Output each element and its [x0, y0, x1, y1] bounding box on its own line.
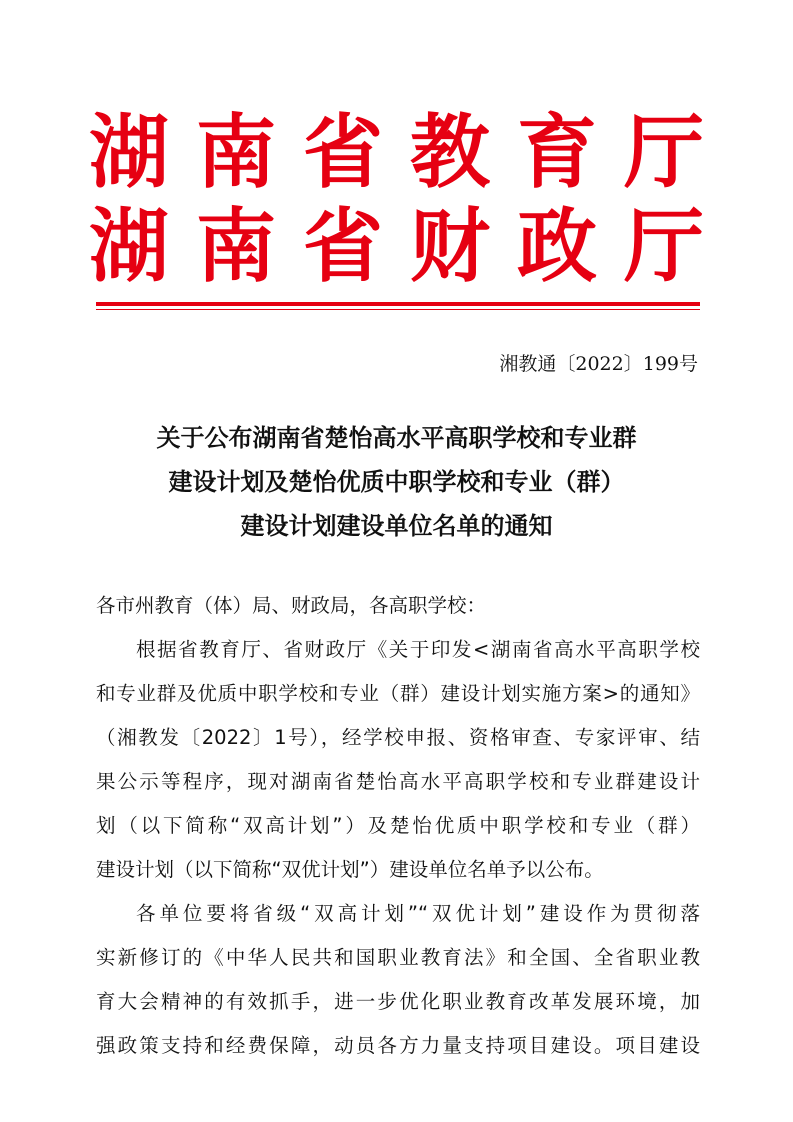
paragraph-1-line: 果公示等程序，现对湖南省楚怡高水平高职学校和专业群建设计 — [96, 770, 700, 793]
document-title-line-1: 关于公布湖南省楚怡高水平高职学校和专业群 — [156, 423, 637, 452]
salutation: 各市州教育（体）局、财政局，各高职学校： — [96, 594, 487, 617]
issuer-header-education: 湖南省教育厅 — [89, 105, 731, 199]
paragraph-1-line: 和专业群及优质中职学校和专业（群）建设计划实施方案>的通知》 — [96, 682, 700, 705]
paragraph-2-line: 强政策支持和经费保障，动员各方力量支持项目建设。项目建设 — [96, 1034, 700, 1057]
paragraph-1-line: 划（以下简称“双高计划”）及楚怡优质中职学校和专业（群） — [96, 814, 700, 837]
paragraph-1-line: 建设计划（以下简称“双优计划”）建设单位名单予以公布。 — [96, 858, 604, 881]
red-divider-thin — [96, 309, 700, 310]
issuer-header-finance: 湖南省财政厅 — [89, 199, 731, 293]
paragraph-2-line: 各单位要将省级“双高计划”“双优计划”建设作为贯彻落 — [136, 902, 700, 925]
document-title-line-2: 建设计划及楚怡优质中职学校和专业（群） — [168, 467, 625, 496]
paragraph-1-line: （湘教发〔2022〕1号），经学校申报、资格审查、专家评审、结 — [96, 726, 700, 749]
paragraph-2-line: 育大会精神的有效抓手，进一步优化职业教育改革发展环境，加 — [96, 990, 700, 1013]
paragraph-1-line: 根据省教育厅、省财政厅《关于印发<湖南省高水平高职学校 — [136, 638, 700, 661]
paragraph-2-line: 实新修订的《中华人民共和国职业教育法》和全国、全省职业教 — [96, 946, 700, 969]
red-divider-thick — [96, 302, 700, 306]
document-title-line-3: 建设计划建设单位名单的通知 — [240, 511, 553, 540]
document-number: 湘教通〔2022〕199号 — [499, 353, 698, 375]
